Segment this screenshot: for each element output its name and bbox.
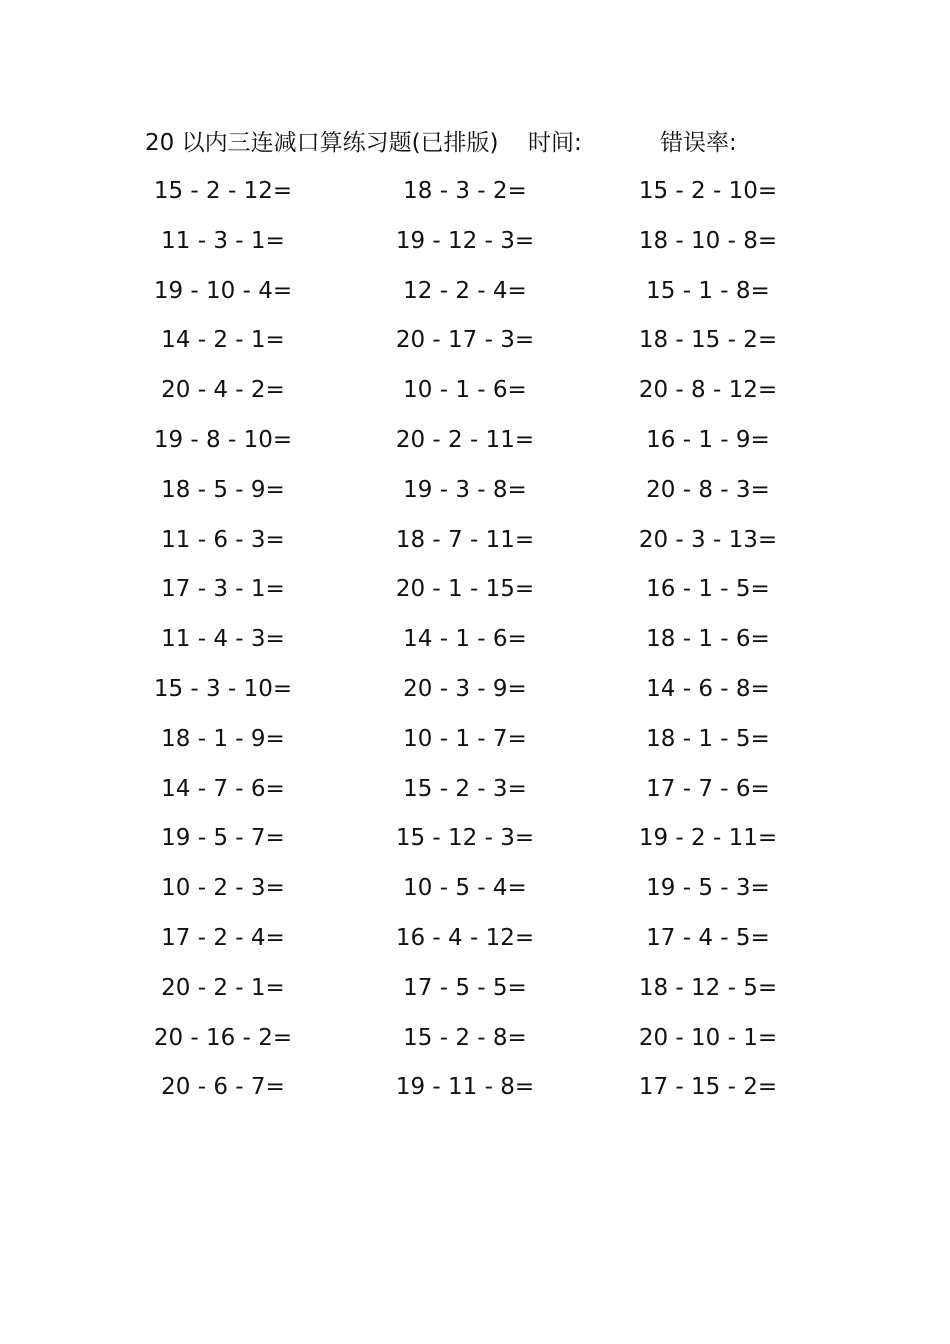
problem-cell: 18 - 15 - 2= (638, 327, 778, 354)
problem-cell: 14 - 6 - 8= (646, 675, 770, 702)
problem-cell: 16 - 1 - 9= (646, 426, 770, 453)
problem-cell: 19 - 8 - 10= (153, 426, 293, 453)
problem-cell: 19 - 2 - 11= (638, 825, 778, 852)
problem-cell: 19 - 11 - 8= (395, 1074, 535, 1101)
problem-row (0, 622, 950, 672)
problem-cell: 20 - 3 - 13= (638, 526, 778, 553)
problem-cell: 20 - 6 - 7= (161, 1074, 285, 1101)
problem-cell: 14 - 1 - 6= (403, 626, 527, 653)
problem-cell: 18 - 1 - 6= (646, 626, 770, 653)
problem-cell: 20 - 1 - 15= (395, 576, 535, 603)
problem-cell: 10 - 5 - 4= (403, 875, 527, 902)
problem-cell: 18 - 1 - 9= (161, 725, 285, 752)
worksheet-header (0, 127, 950, 159)
problem-cell: 15 - 3 - 10= (153, 675, 293, 702)
problem-cell: 15 - 2 - 8= (403, 1024, 527, 1051)
problem-cell: 20 - 8 - 12= (638, 377, 778, 404)
error-rate-label: 错误率: (660, 130, 737, 156)
problem-cell: 11 - 4 - 3= (161, 626, 285, 653)
problem-cell: 15 - 2 - 3= (403, 775, 527, 802)
problem-row (0, 224, 950, 274)
problem-cell: 17 - 3 - 1= (161, 576, 285, 603)
problem-row (0, 971, 950, 1021)
problem-cell: 14 - 2 - 1= (161, 327, 285, 354)
problem-cell: 20 - 2 - 1= (161, 974, 285, 1001)
problem-cell: 16 - 4 - 12= (395, 924, 535, 951)
problem-cell: 18 - 7 - 11= (395, 526, 535, 553)
problem-cell: 19 - 10 - 4= (153, 277, 293, 304)
problem-row (0, 722, 950, 772)
problem-row (0, 772, 950, 822)
problem-cell: 17 - 4 - 5= (646, 924, 770, 951)
problem-cell: 17 - 5 - 5= (403, 974, 527, 1001)
problem-row (0, 174, 950, 224)
problem-cell: 11 - 6 - 3= (161, 526, 285, 553)
problem-cell: 15 - 2 - 12= (153, 178, 293, 204)
problem-cell: 16 - 1 - 5= (646, 576, 770, 603)
problem-cell: 20 - 17 - 3= (395, 327, 535, 354)
time-label: 时间: (528, 130, 582, 156)
problem-cell: 19 - 3 - 8= (403, 476, 527, 503)
problem-cell: 15 - 1 - 8= (646, 277, 770, 304)
problem-cell: 18 - 10 - 8= (638, 227, 778, 254)
problem-row (0, 572, 950, 622)
problem-cell: 20 - 3 - 9= (403, 675, 527, 702)
problem-cell: 20 - 2 - 11= (395, 426, 535, 453)
problem-cell: 11 - 3 - 1= (161, 227, 285, 254)
problem-grid (0, 174, 950, 1120)
problem-cell: 20 - 4 - 2= (161, 377, 285, 404)
problem-row (0, 871, 950, 921)
problem-cell: 10 - 2 - 3= (161, 875, 285, 902)
problem-cell: 18 - 12 - 5= (638, 974, 778, 1001)
problem-cell: 20 - 16 - 2= (153, 1024, 293, 1051)
problem-cell: 19 - 5 - 7= (161, 825, 285, 852)
problem-cell: 12 - 2 - 4= (403, 277, 527, 304)
problem-cell: 18 - 5 - 9= (161, 476, 285, 503)
problem-row (0, 1070, 950, 1120)
problem-cell: 17 - 2 - 4= (161, 924, 285, 951)
problem-row (0, 373, 950, 423)
problem-row (0, 672, 950, 722)
problem-row (0, 921, 950, 971)
problem-cell: 19 - 5 - 3= (646, 875, 770, 902)
problem-row (0, 274, 950, 324)
problem-row (0, 1021, 950, 1071)
problem-cell: 17 - 7 - 6= (646, 775, 770, 802)
problem-cell: 20 - 8 - 3= (646, 476, 770, 503)
problem-row (0, 323, 950, 373)
problem-cell: 17 - 15 - 2= (638, 1074, 778, 1101)
problem-cell: 19 - 12 - 3= (395, 227, 535, 254)
problem-cell: 10 - 1 - 6= (403, 377, 527, 404)
worksheet-title: 20 以内三连减口算练习题(已排版) (145, 130, 499, 156)
problem-row (0, 821, 950, 871)
problem-row (0, 423, 950, 473)
problem-row (0, 523, 950, 573)
problem-cell: 14 - 7 - 6= (161, 775, 285, 802)
problem-cell: 15 - 12 - 3= (395, 825, 535, 852)
problem-cell: 20 - 10 - 1= (638, 1024, 778, 1051)
problem-cell: 18 - 1 - 5= (646, 725, 770, 752)
problem-cell: 18 - 3 - 2= (403, 178, 527, 204)
problem-row (0, 473, 950, 523)
problem-cell: 15 - 2 - 10= (638, 178, 778, 204)
problem-cell: 10 - 1 - 7= (403, 725, 527, 752)
